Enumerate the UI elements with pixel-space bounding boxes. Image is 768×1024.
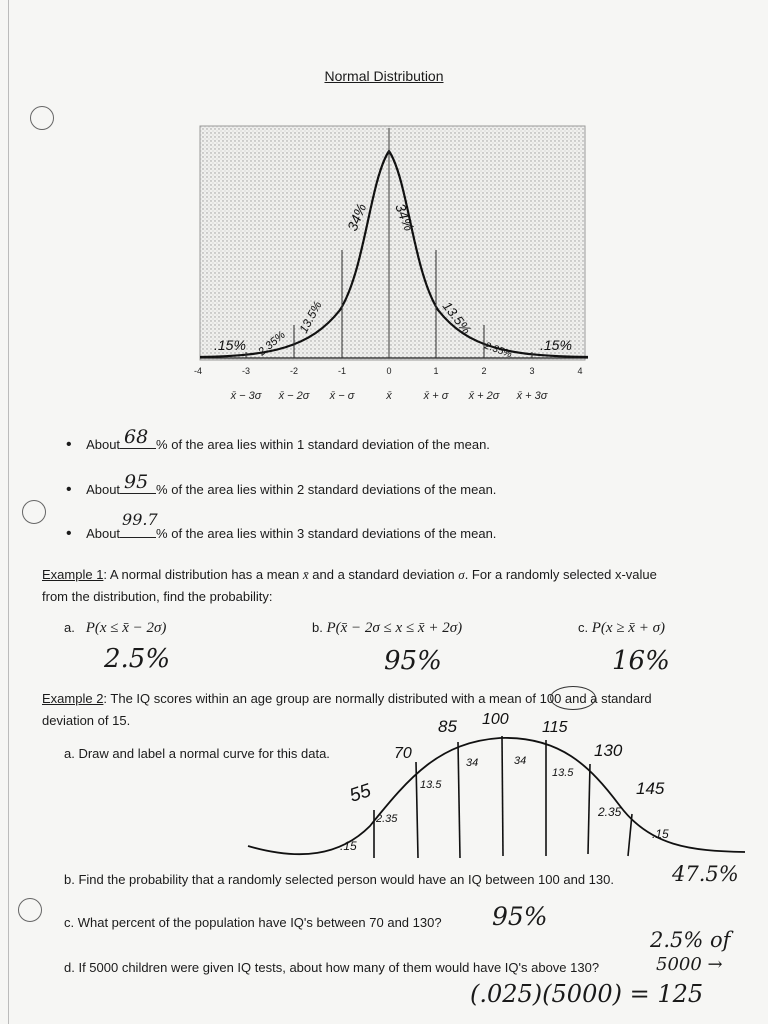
hand-pct-label: .15% bbox=[540, 337, 572, 353]
handwritten-answer: 47.5% bbox=[672, 862, 739, 886]
example2-part-c: c. What percent of the population have IQ's between 70 and 130? bbox=[64, 915, 442, 930]
x-tick-label: 1 bbox=[433, 366, 439, 376]
handwritten-answer: 95% bbox=[384, 646, 442, 676]
example1-part-a: a. P(x ≤ x̄ − 2σ) bbox=[64, 620, 167, 636]
handwritten-answer: 16% bbox=[612, 646, 670, 676]
iq-pct-label: 13.5 bbox=[420, 779, 442, 791]
iq-pct-label: 13.5 bbox=[552, 767, 574, 779]
iq-pct-label: 34 bbox=[466, 757, 479, 769]
handwritten-work: (.025)(5000) = 125 bbox=[470, 980, 704, 1008]
example1-part-b: b. P(x̄ − 2σ ≤ x ≤ x̄ + 2σ) bbox=[312, 620, 463, 636]
hand-pct-label: 13.5% bbox=[296, 298, 325, 336]
iq-value-label: 85 bbox=[438, 717, 457, 736]
sigma-label: x̄ − σ bbox=[329, 390, 355, 402]
page-edge bbox=[8, 0, 9, 1024]
x-tick-label: -1 bbox=[337, 366, 347, 376]
iq-value-label: 70 bbox=[394, 745, 412, 762]
hand-divider bbox=[458, 742, 460, 858]
sigma-label: x̄ bbox=[386, 390, 392, 402]
handwritten-answer: 95 bbox=[124, 471, 149, 493]
hand-divider bbox=[416, 762, 418, 858]
binder-hole bbox=[22, 500, 46, 524]
sigma-label: x̄ + σ bbox=[423, 390, 449, 402]
handwritten-answer: 95% bbox=[492, 902, 548, 931]
sigma-label: x̄ + 2σ bbox=[468, 390, 500, 402]
bullet-item: • About 99.7 % of the area lies within 3 standard deviations of the mean. bbox=[66, 510, 497, 542]
binder-hole bbox=[18, 898, 42, 922]
hand-pct-label: 2.35% bbox=[256, 329, 288, 359]
handwritten-answer: 99.7 bbox=[122, 510, 158, 529]
x-tick-label: -3 bbox=[241, 366, 251, 376]
hand-divider bbox=[502, 736, 503, 856]
iq-curve-sketch bbox=[240, 706, 750, 876]
example2-part-a: a. Draw and label a normal curve for this data. bbox=[64, 746, 330, 761]
hand-divider bbox=[588, 764, 590, 854]
example1-text: Example 1: A normal distribution has a mean x̄ and a standard deviation σ. For a randomly selected x-value from the distribution, find the probability: bbox=[42, 567, 657, 604]
example1-part-c: c. P(x ≥ x̄ + σ) bbox=[578, 620, 665, 636]
hand-bell-curve bbox=[248, 738, 745, 854]
hand-divider bbox=[628, 814, 632, 856]
x-tick-label: -2 bbox=[289, 366, 299, 376]
chart-background bbox=[200, 126, 585, 360]
sigma-label: x̄ − 3σ bbox=[230, 390, 262, 402]
example2-text: Example 2: The IQ scores within an age group are normally distributed with a mean of 100 and a standard deviation of 15. bbox=[42, 691, 652, 728]
bullet-item: • About 68 % of the area lies within 1 standard deviation of the mean. bbox=[66, 426, 490, 453]
iq-value-label: 100 bbox=[482, 711, 509, 728]
hand-pct-label: .15% bbox=[214, 337, 246, 353]
iq-pct-label: 34 bbox=[514, 755, 527, 767]
handwritten-note: 2.5% of bbox=[650, 928, 731, 952]
normal-curve-chart bbox=[190, 120, 600, 410]
x-tick-label: 0 bbox=[386, 366, 392, 376]
hand-pct-label: 13.5% bbox=[439, 298, 475, 337]
x-tick-label: -4 bbox=[193, 366, 203, 376]
iq-pct-label: 2.35 bbox=[376, 813, 398, 825]
hand-pct-label: 2.35% bbox=[482, 340, 514, 361]
bullet-item: • About 95 % of the area lies within 2 standard deviations of the mean. bbox=[66, 471, 497, 498]
iq-pct-label: 2.35 bbox=[598, 805, 622, 819]
example2-part-d: d. If 5000 children were given IQ tests, about how many of them would have IQ's above 130? bbox=[64, 960, 600, 975]
example2-part-b: b. Find the probability that a randomly selected person would have an IQ between 100 and 130. bbox=[64, 872, 614, 887]
hand-pct-label: 34% bbox=[343, 201, 370, 234]
sigma-label: x̄ − 2σ bbox=[278, 390, 310, 402]
iq-pct-label: .15 bbox=[340, 839, 357, 853]
iq-value-label: 115 bbox=[542, 719, 568, 736]
handwritten-note: 5000 → bbox=[656, 954, 723, 975]
iq-value-label: 55 bbox=[347, 780, 374, 807]
iq-pct-label: .15 bbox=[652, 827, 669, 841]
handwritten-answer: 68 bbox=[124, 426, 149, 448]
handwritten-answer: 2.5% bbox=[104, 644, 171, 674]
x-tick-label: 4 bbox=[577, 366, 583, 376]
hand-pct-label: 34% bbox=[392, 201, 418, 234]
sigma-label: x̄ + 3σ bbox=[516, 390, 548, 402]
iq-value-label: 130 bbox=[594, 741, 623, 760]
x-tick-label: 2 bbox=[481, 366, 487, 376]
x-tick-label: 3 bbox=[529, 366, 535, 376]
iq-value-label: 145 bbox=[636, 779, 665, 798]
page-title: Normal Distribution bbox=[324, 68, 444, 84]
binder-hole bbox=[30, 106, 54, 130]
